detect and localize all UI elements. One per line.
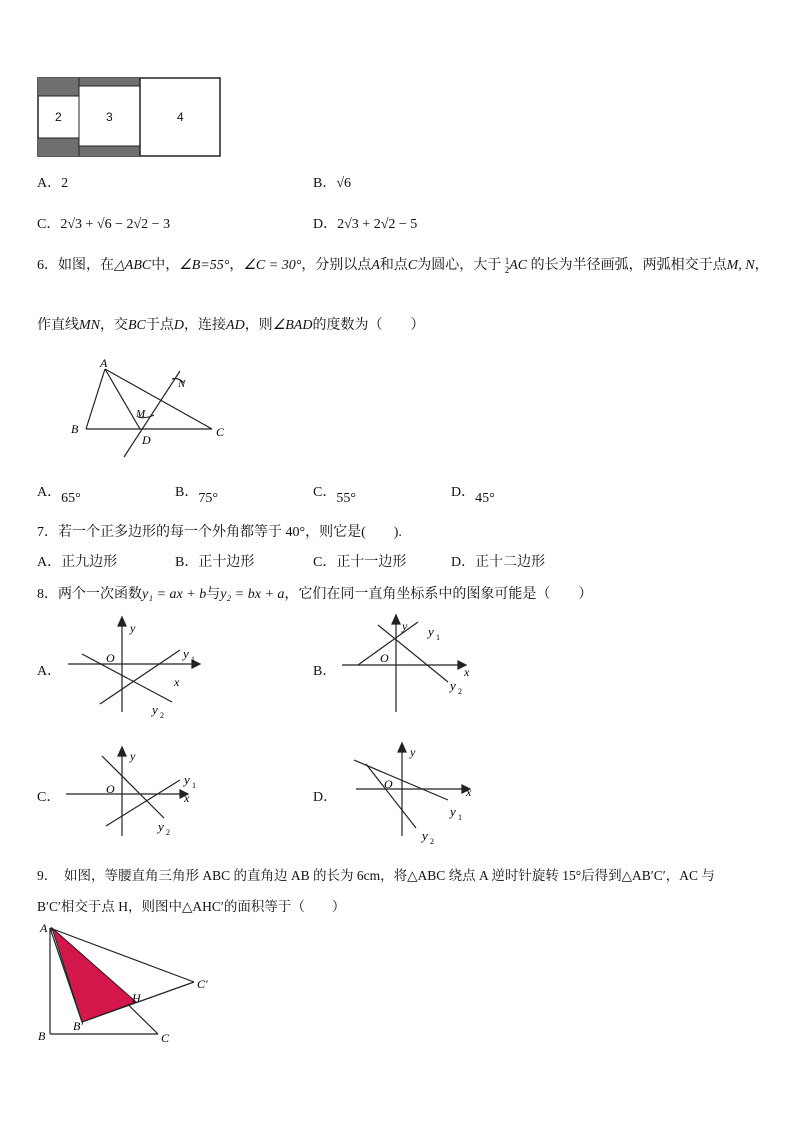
svg-text:y: y [130,621,136,635]
option-value: 正十边形 [198,555,255,570]
option-value: 65° [61,491,81,506]
option-letter: A． [37,485,62,500]
q5-option-b[interactable] [313,172,351,192]
svg-text:y: y [183,646,189,661]
svg-text:O: O [106,651,115,665]
q8-option-d-letter[interactable]: D． [313,790,338,805]
svg-text:y: y [152,702,158,717]
option-value: 75° [198,491,218,506]
svg-text:1: 1 [192,781,196,790]
option-letter: B． [313,176,337,191]
q7-option-a[interactable] [37,551,117,571]
q8-option-b-letter[interactable]: B． [313,664,337,679]
q9-stem-line2: B′C′相交于点 H，则图中△AHC′的面积等于（ ） [37,899,346,914]
svg-text:2: 2 [458,687,462,696]
option-letter: D． [313,217,338,232]
q5-option-d[interactable] [313,213,417,233]
q9-rotated-triangle-figure [30,918,230,1048]
fig-label-N: N [178,378,186,390]
fig-label-D: D [142,433,151,447]
option-value: 正十一边形 [336,555,407,570]
q6-triangle-figure [60,355,240,465]
svg-text:O: O [106,782,115,796]
option-value: 正九边形 [61,555,118,570]
q7-option-c[interactable] [313,551,406,571]
q8-graph-c[interactable] [60,740,210,848]
svg-text:y: y [450,804,456,819]
option-letter: C． [313,485,337,500]
option-letter: B． [175,485,199,500]
svg-text:y: y [410,745,416,759]
svg-text:O: O [380,651,389,665]
strip-figure [37,77,223,159]
svg-text:y: y [450,678,456,693]
svg-text:x: x [464,665,470,679]
svg-text:C: C [161,1031,170,1045]
box-label-3: 3 [106,110,113,124]
q8-stem: 8．两个一次函数y₁ = ax + b与y₂ = bx + a，它们在同一直角坐标系中的图象可能是（ ） [37,587,593,602]
svg-text:1: 1 [458,813,462,822]
box-label-4: 4 [177,110,184,124]
svg-text:y: y [184,772,190,787]
option-value: 2√3 + √6 − 2√2 − 3 [60,217,171,232]
q6-stem-line2: 作直线MN，交BC于点D，连接AD，则∠BAD的度数为（ ） [37,318,425,333]
svg-text:2: 2 [160,711,164,720]
fraction-half: 1 2 [504,255,510,275]
svg-text:y: y [428,624,434,639]
svg-text:2: 2 [166,828,170,837]
q8-option-c-letter[interactable]: C． [37,790,61,805]
option-value: 45° [475,491,495,506]
q6-option-c[interactable] [313,481,356,506]
svg-text:y: y [158,819,164,834]
q9-stem-line1: 9． 如图，等腰直角三角形 ABC 的直角边 AB 的长为 6cm，将△ABC 绕点 A 逆时针旋转 15°后得到△AB′C′，AC 与 [37,868,715,883]
svg-text:y: y [402,619,408,633]
q5-option-c[interactable] [37,213,170,233]
option-letter: A． [37,555,62,570]
svg-text:2: 2 [430,837,434,846]
option-letter: B． [175,555,199,570]
svg-text:1: 1 [191,655,195,664]
option-letter: A． [37,176,62,191]
shaded-triangle [52,928,136,1022]
q7-option-d[interactable] [451,551,545,571]
q6-option-b[interactable] [175,481,218,506]
fig-label-M: M [136,408,146,420]
option-value: √6 [336,176,352,191]
q8-graph-d[interactable] [338,736,488,848]
q8-graph-a[interactable] [60,612,210,722]
option-value: 正十二边形 [475,555,546,570]
option-letter: D． [451,555,476,570]
q6-option-d[interactable] [451,481,495,506]
fig-label-B: B [71,422,79,436]
svg-text:O: O [384,777,393,791]
q6-option-a[interactable] [37,481,81,506]
svg-text:x: x [174,675,180,689]
svg-text:y: y [130,749,136,763]
option-letter: C． [313,555,337,570]
box-label-2: 2 [55,110,62,124]
option-value: 2√3 + 2√2 − 5 [337,217,418,232]
svg-text:y: y [422,828,428,843]
svg-text:B′: B′ [73,1019,83,1033]
q7-stem: 7．若一个正多边形的每一个外角都等于 40°，则它是( ). [37,525,402,540]
option-letter: C． [37,217,61,232]
svg-text:x: x [184,791,190,805]
svg-text:H: H [132,991,141,1005]
q7-option-b[interactable] [175,551,254,571]
svg-text:A: A [40,921,48,935]
svg-text:C′: C′ [197,977,208,991]
svg-text:x: x [466,785,472,799]
q6-stem-line1: 6．如图，在△ABC中，∠B=55°，∠C = 30°，分别以点A和点C为圆心，大于 1 2AC 的长为半径画弧，两弧相交于点M, N， [37,255,769,275]
q8-graph-b[interactable] [338,610,488,720]
option-letter: D． [451,485,476,500]
fig-label-C: C [216,425,225,439]
option-value: 55° [336,491,356,506]
q8-option-a-letter[interactable]: A． [37,664,62,679]
svg-text:B: B [38,1029,46,1043]
option-value: 2 [61,176,69,191]
svg-text:1: 1 [436,633,440,642]
fig-label-A: A [100,356,108,370]
q5-option-a[interactable] [37,172,68,192]
